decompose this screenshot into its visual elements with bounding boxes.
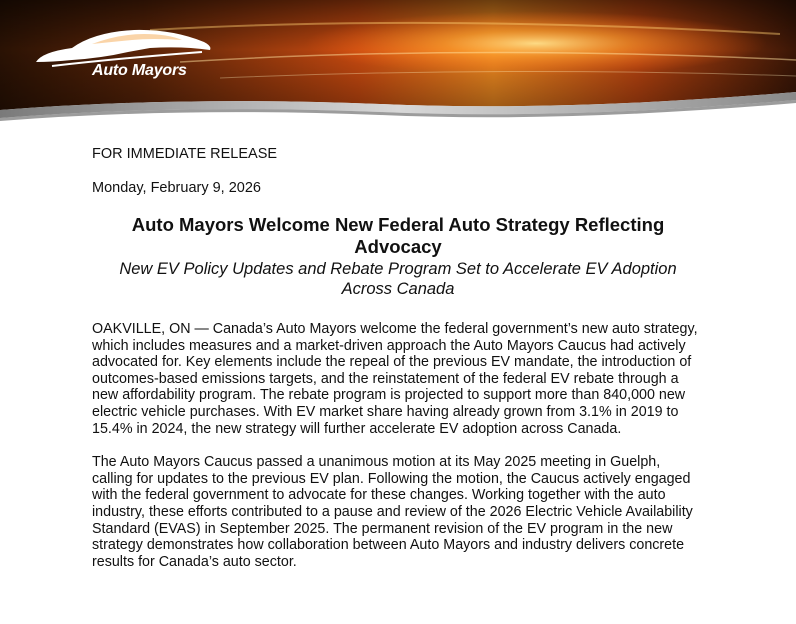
release-label: FOR IMMEDIATE RELEASE	[92, 146, 278, 162]
body-paragraph-2: The Auto Mayors Caucus passed a unanimous motion at its May 2025 meeting in Guelph, calling for updates to the previous EV plan. Following the motion, the Caucus actively engaged with the federal government to advocate for these changes. Working together with the auto industry, these efforts contributed to a pause and review of the 2026 Electric Vehicle Availability Standard (EVAS) in September 2025. The permanent revision of the EV program in the new strategy demonstrates how collaboration between Auto Mayors and industry delivers concrete results for Canada’s auto sector.	[92, 454, 693, 570]
brand-wordmark: Auto Mayors	[92, 62, 187, 79]
header-banner	[0, 0, 796, 125]
press-release	[92, 146, 704, 587]
release-date: Monday, February 9, 2026	[92, 180, 261, 196]
headline: Auto Mayors Welcome New Federal Auto Strategy Reflecting Advocacy	[131, 214, 665, 257]
subheadline: New EV Policy Updates and Rebate Program Set to Accelerate EV Adoption Across Canada	[119, 260, 677, 298]
body-paragraph-1: OAKVILLE, ON — Canada’s Auto Mayors welcome the federal government’s new auto strategy, which includes measures and a market-driven approach the Auto Mayors Caucus had actively advocated for. Key elements include the repeal of the previous EV mandate, the introduction of outcomes-based emissions targets, and the reinstatement of the federal EV rebate through a new affordability program. The rebate program is projected to support more than 840,000 new electric vehicle purchases. With EV market share having already grown from 3.1% in 2019 to 15.4% in 2024, the new strategy will further accelerate EV adoption across Canada.	[92, 321, 698, 437]
